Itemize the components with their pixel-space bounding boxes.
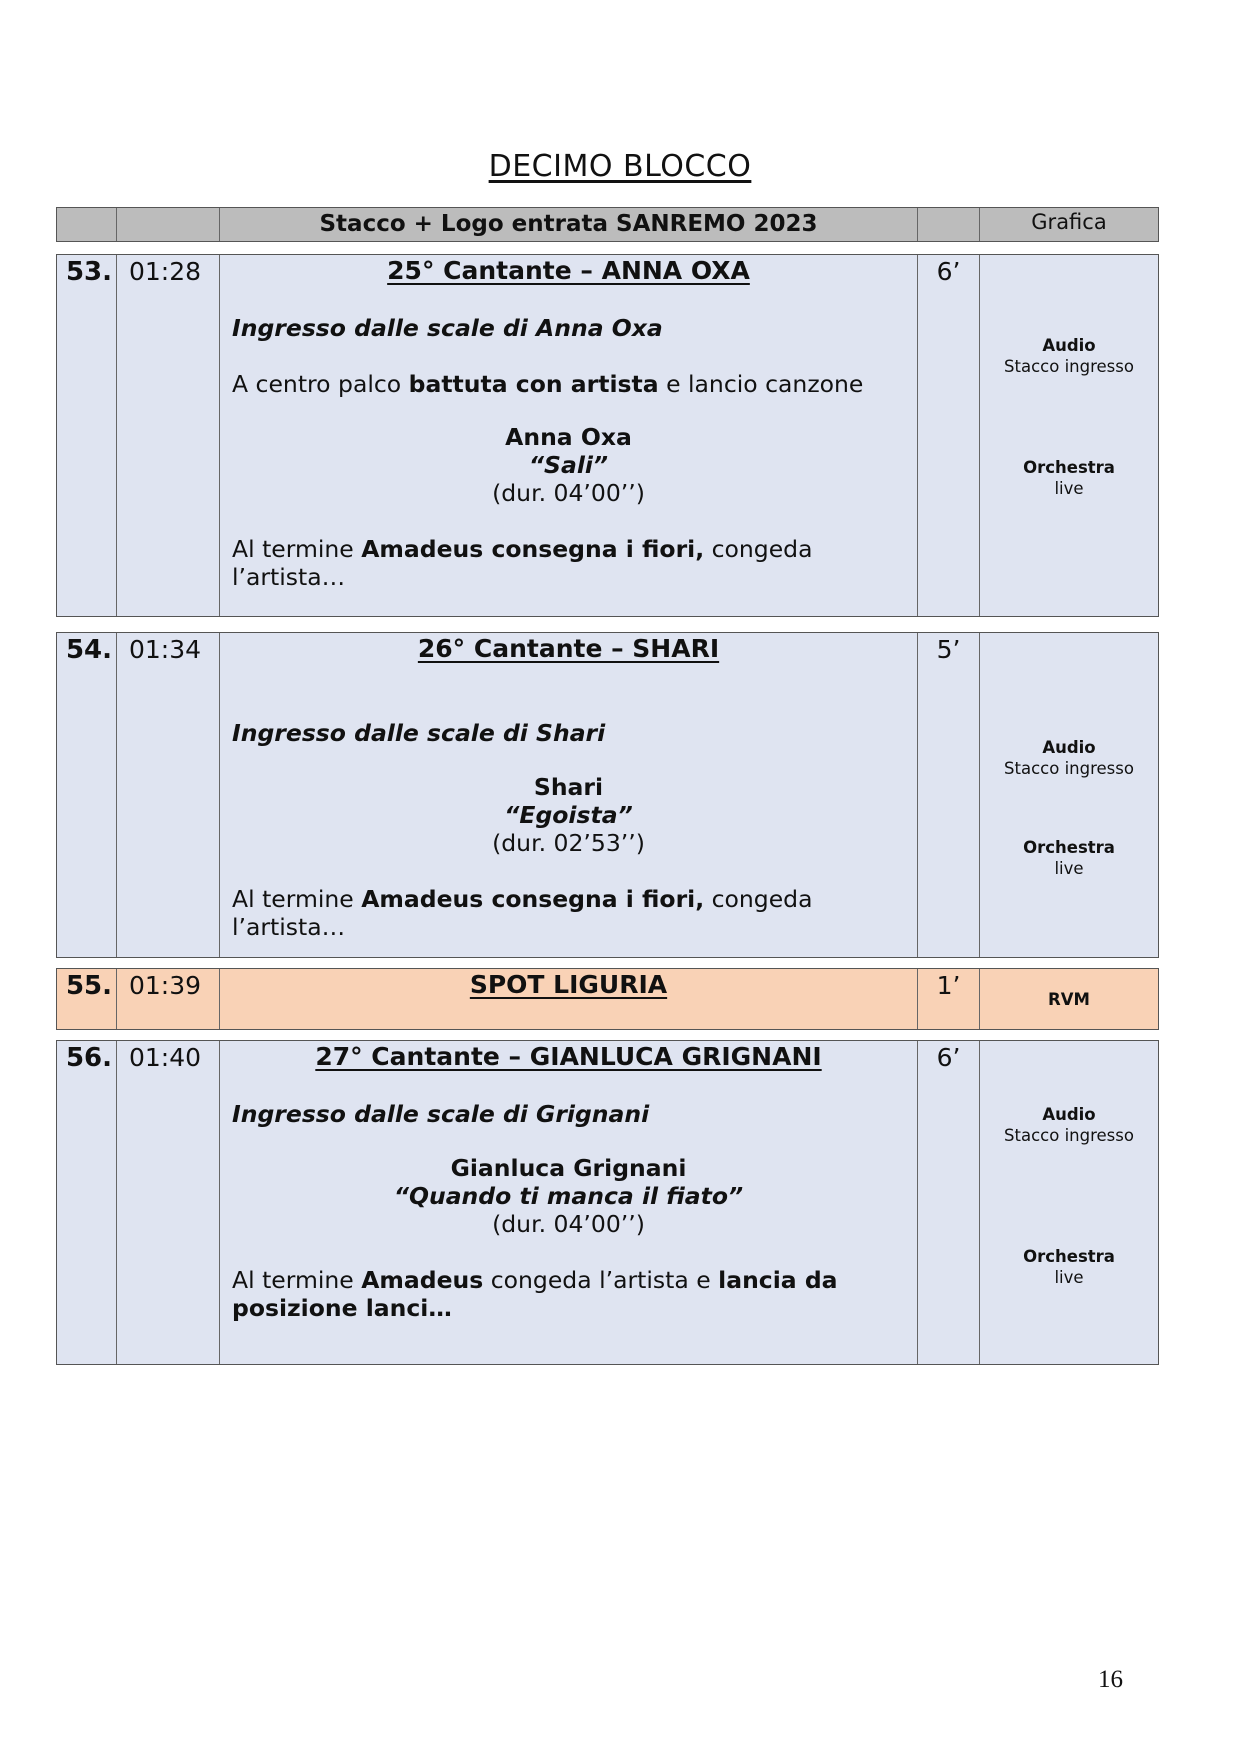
row-time: 01:34 [117, 633, 220, 957]
grafica-orchestra-sub: live [1054, 859, 1084, 878]
row-duration: 1’ [918, 969, 980, 1029]
header-cell-time [117, 208, 220, 241]
row-number: 54. [57, 633, 117, 957]
song-duration: (dur. 04’00’’) [492, 479, 645, 507]
row-content [220, 969, 918, 1029]
row-time: 01:39 [117, 969, 220, 1029]
grafica-orchestra: Orchestra [1023, 1247, 1115, 1266]
row-heading: 26° Cantante – SHARI [417, 634, 720, 663]
table-row [56, 632, 1159, 958]
grafica-cell [980, 633, 1158, 957]
row-heading: 27° Cantante – GIANLUCA GRIGNANI [315, 1042, 822, 1071]
grafica-audio: Audio [1042, 336, 1096, 355]
grafica-cell [980, 1041, 1158, 1364]
stage-text: A centro palco battuta con artista e lancio canzone [232, 370, 864, 398]
grafica-orchestra-sub: live [1054, 479, 1084, 498]
grafica-audio-sub: Stacco ingresso [1004, 357, 1134, 376]
row-number: 53. [57, 255, 117, 616]
row-heading: SPOT LIGURIA [469, 970, 668, 999]
table-row [56, 254, 1159, 617]
header-cell-duration [918, 208, 980, 241]
artist-name: Gianluca Grignani [450, 1154, 687, 1182]
song-title: “Quando ti manca il fiato” [393, 1182, 744, 1210]
row-time: 01:40 [117, 1041, 220, 1364]
header-grafica: Grafica [1031, 210, 1107, 234]
song-title: “Egoista” [504, 801, 633, 829]
row-duration: 6’ [918, 1041, 980, 1364]
page-number: 16 [1098, 1666, 1123, 1693]
header-label: Stacco + Logo entrata SANREMO 2023 [220, 208, 918, 241]
grafica-audio-sub: Stacco ingresso [1004, 1126, 1134, 1145]
row-content [220, 1041, 918, 1364]
closing-text: Al termine Amadeus congeda l’artista e lancia da posizione lanci… [232, 1266, 838, 1322]
artist-name: Anna Oxa [505, 423, 632, 451]
row-content [220, 255, 918, 616]
entrance-text: Ingresso dalle scale di Shari [232, 719, 606, 747]
entrance-text: Ingresso dalle scale di Anna Oxa [232, 314, 663, 342]
table-row [56, 1040, 1159, 1365]
closing-text: Al termine Amadeus consegna i fiori, congeda l’artista… [232, 535, 813, 591]
song-title: “Sali” [528, 451, 609, 479]
grafica-audio: Audio [1042, 1105, 1096, 1124]
grafica-orchestra: Orchestra [1023, 458, 1115, 477]
grafica-orchestra: Orchestra [1023, 838, 1115, 857]
song-duration: (dur. 02’53’’) [492, 829, 645, 857]
block-header-row [56, 207, 1159, 242]
row-number: 56. [57, 1041, 117, 1364]
grafica-rvm: RVM [1048, 990, 1090, 1009]
row-duration: 6’ [918, 255, 980, 616]
row-number: 55. [57, 969, 117, 1029]
grafica-audio-sub: Stacco ingresso [1004, 759, 1134, 778]
grafica-cell [980, 969, 1158, 1029]
song-duration: (dur. 04’00’’) [492, 1210, 645, 1238]
row-duration: 5’ [918, 633, 980, 957]
header-cell-num [57, 208, 117, 241]
grafica-cell [980, 255, 1158, 616]
grafica-audio: Audio [1042, 738, 1096, 757]
row-heading: 25° Cantante – ANNA OXA [387, 256, 750, 285]
row-content [220, 633, 918, 957]
entrance-text: Ingresso dalle scale di Grignani [232, 1100, 650, 1128]
row-time: 01:28 [117, 255, 220, 616]
page-title: DECIMO BLOCCO [488, 149, 752, 184]
artist-name: Shari [533, 773, 604, 801]
closing-text: Al termine Amadeus consegna i fiori, congeda l’artista… [232, 885, 813, 941]
grafica-orchestra-sub: live [1054, 1268, 1084, 1287]
table-row [56, 968, 1159, 1030]
